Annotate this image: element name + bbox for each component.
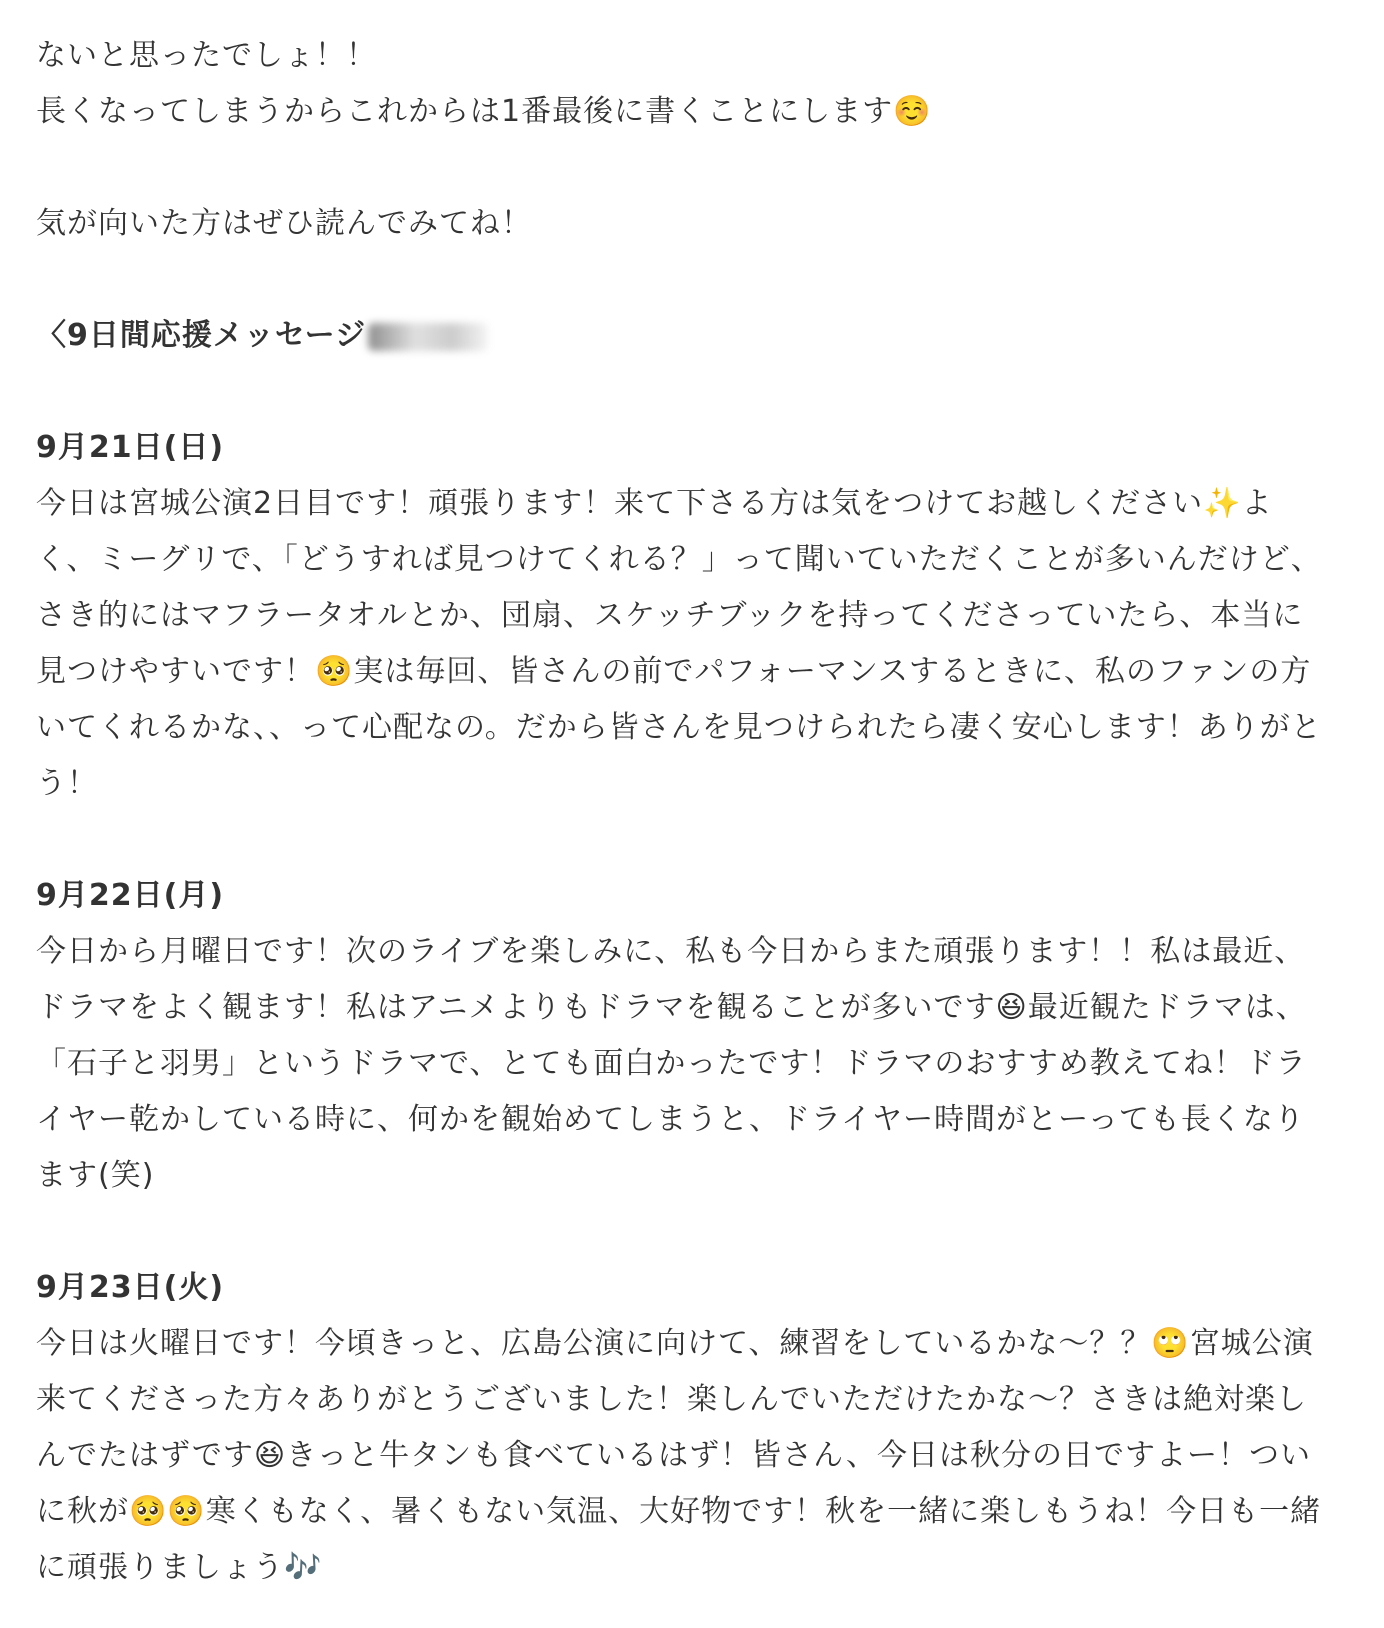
entry-body: 今日は宮城公演2日目です！頑張ります！来て下さる方は気をつけてお越しください✨よく、ミーグリで、「どうすれば見つけてくれる？」って聞いていただくことが多いんだけど、さき的にはマフラータオルとか、団扇、スケッチブックを持ってくださっていたら、本当に見つけやすいです！🥺実は毎回、皆さんの前でパフォーマンスするときに、私のファンの方いてくれるかな、、って心配なの。だから皆さんを見つけられたら凄く安心します！ありがとう！ <box>36 486 1322 801</box>
spacer <box>36 252 1324 308</box>
entry-date: 9月23日(火) <box>36 1270 225 1305</box>
entry-body: 今日から月曜日です！次のライブを楽しみに、私も今日からまた頑張ります！！私は最近、ドラマをよく観ます！私はアニメよりもドラマを観ることが多いです😆最近観たドラマは、「石子と羽男」というドラマで、とても面白かったです！ドラマのおすすめ教えてね！ドライヤー乾かしている時に、何かを観始めてしまうと、ドライヤー時間がとーっても長くなります(笑) <box>36 934 1307 1193</box>
section-title: 〈9日間応援メッセージ <box>36 318 367 353</box>
spacer <box>36 812 1324 868</box>
intro-line-1: ないと思ったでしょ！！ <box>36 38 377 73</box>
entry-date: 9月22日(月) <box>36 878 225 913</box>
blurred-text-decoration <box>368 323 488 351</box>
spacer <box>36 140 1324 196</box>
section-heading <box>36 308 1324 364</box>
spacer <box>36 1204 1324 1260</box>
spacer <box>36 364 1324 420</box>
intro-line-3: 気が向いた方はぜひ読んでみてね！ <box>36 206 532 241</box>
entry-1 <box>36 868 1324 1204</box>
entry-0 <box>36 420 1324 812</box>
entry-body: 今日は火曜日です！今頃きっと、広島公演に向けて、練習をしているかな〜？？🙄宮城公演来てくださった方々ありがとうございました！楽しんでいただけたかな〜？さきは絶対楽しんでたはずです😆きっと牛タンも食べているはず！皆さん、今日は秋分の日ですよー！ついに秋が🥺🥺寒くもなく、暑くもない気温、大好物です！秋を一緒に楽しもうね！今日も一緒に頑張りましょう🎶 <box>36 1326 1322 1585</box>
entry-date: 9月21日(日) <box>36 430 225 465</box>
intro-line-2: 長くなってしまうからこれからは1番最後に書くことにします☺️ <box>36 94 932 129</box>
entry-2 <box>36 1260 1324 1596</box>
